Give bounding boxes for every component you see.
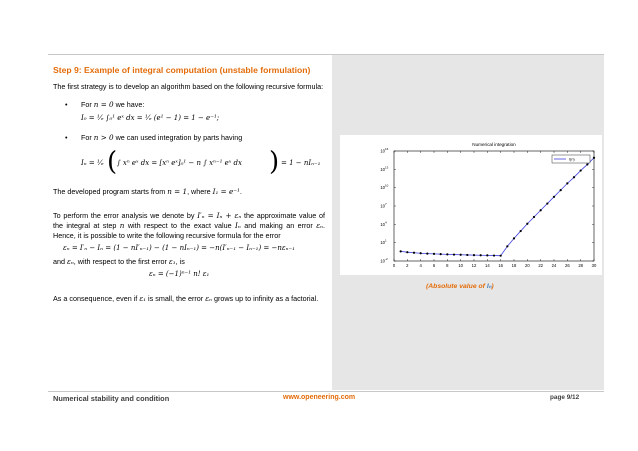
data-point [553,196,555,198]
y-tick-label: 10 [380,166,385,172]
equation-base-case: I₀ = ¹⁄ₑ ∫₀¹ eˣ dx = ¹⁄ₑ (e¹ − 1) = 1 − e⁻¹; [81,113,220,122]
data-point [533,216,535,218]
y-tick-exponent: -2 [385,257,388,261]
footer-page-number: page 9/12 [550,394,580,401]
data-point [473,254,475,256]
right-paren: ) [269,147,280,178]
data-point [573,176,575,178]
y-tick-exponent: 13 [385,165,389,170]
y-tick-exponent: 4 [385,220,387,225]
figure-caption: (Absolute value of Iₙ) [426,283,494,290]
equation-error-closed: εₙ = (−1)ⁿ⁻¹ n! ε₁ [149,269,210,278]
y-tick-label: 10 [380,258,385,264]
data-point [460,254,462,256]
data-point [480,254,482,256]
data-point [420,252,422,254]
x-tick-label: 14 [484,263,490,268]
data-point [580,169,582,171]
data-point [593,157,595,159]
bullet-dot-icon: • [65,99,68,109]
equation-recursion: Iₙ = ¹⁄ₑ ( ∫ xⁿ eˣ dx = [xⁿ eˣ]₀¹ − n ∫ xⁿ⁻¹ eˣ dx ) = 1 − nIₙ₋₁ [81,147,321,178]
x-tick-label: 2 [406,263,409,268]
section-heading: Step 9: Example of integral computation (unstable formulation) [53,65,311,75]
data-point [486,254,488,256]
x-tick-label: 16 [498,263,504,268]
x-tick-label: 18 [511,263,517,268]
equation-error-recursion: εₙ = I′ₙ − Iₙ = (1 − nI′ₙ₋₁) − (1 − nIₙ₋₁) = −n(I′ₙ₋₁ − Iₙ₋₁) = −nεₙ₋₁ [63,244,295,253]
x-tick-label: 28 [578,263,584,268]
data-point [466,254,468,256]
x-tick-label: 10 [458,263,464,268]
data-point [433,253,435,255]
x-tick-label: 0 [392,263,396,268]
bullet-n-positive: • For n > 0 we can used integration by parts having [65,133,243,143]
data-point [520,230,522,232]
data-point [426,253,428,255]
data-point [526,223,528,225]
x-tick-label: 8 [446,263,449,268]
left-paren: ( [107,147,118,178]
x-tick-label: 4 [419,263,422,268]
bullet-n-zero: • For n = 0 we have: [65,99,145,109]
data-point [413,252,415,254]
x-tick-label: 20 [524,263,530,268]
start-sentence: The developed program starts from n = 1, where I₁ = e⁻¹. [53,187,242,197]
y-tick-label: 10 [380,185,385,191]
error-analysis-paragraph: To perform the error analysis we denote by I′ₙ = Iₙ + εₙ the approximate value of the integral at step n with respect to the exact value Iₙ and making an error εₙ. Hence, it is possible to write the following recursive formula for the error [53,210,325,240]
chart-title: Numerical integration [472,142,516,147]
data-point [566,182,568,184]
data-point [493,254,495,256]
x-tick-label: 6 [432,263,436,268]
footer-title: Numerical stability and condition [53,394,170,403]
y-tick-exponent: 10 [385,183,389,188]
consequence-paragraph: As a consequence, even if ε₁ is small, the error εₙ grows up to infinity as a factorial. [53,293,319,303]
y-tick-exponent: 16 [385,147,389,151]
chart-figure [340,135,602,275]
data-point [406,251,408,253]
x-tick-label: 30 [591,263,597,268]
data-point [440,253,442,255]
x-tick-label: 26 [564,263,570,268]
data-point [586,163,588,165]
intro-paragraph: The first strategy is to develop an algorithm based on the following recursive formula: [53,82,324,91]
y-tick-label: 10 [380,148,385,154]
y-tick-label: 10 [380,221,385,227]
data-point [453,253,455,255]
y-tick-exponent: 7 [385,202,387,206]
data-point [513,237,515,239]
y-tick-label: 10 [380,203,385,209]
data-point [446,253,448,255]
y-tick-exponent: 1 [385,238,387,243]
data-point [400,250,402,252]
numerical-integration-chart [340,135,602,275]
data-point [546,202,548,204]
data-point [560,189,562,191]
text-column [53,65,325,304]
x-tick-label: 22 [538,263,544,268]
x-tick-label: 12 [471,263,477,268]
and-sentence: and εₙ, with respect to the first error ε₁, is [53,257,185,267]
y-tick-label: 10 [380,240,385,246]
legend-label: I(n) [569,157,575,162]
footer-website-link[interactable]: www.openeering.com [283,394,356,401]
x-tick-label: 24 [551,263,557,268]
data-point [500,255,502,257]
data-point [506,245,508,247]
bullet-dot-icon: • [65,133,68,143]
plot-box [394,151,594,261]
data-point [540,209,542,211]
